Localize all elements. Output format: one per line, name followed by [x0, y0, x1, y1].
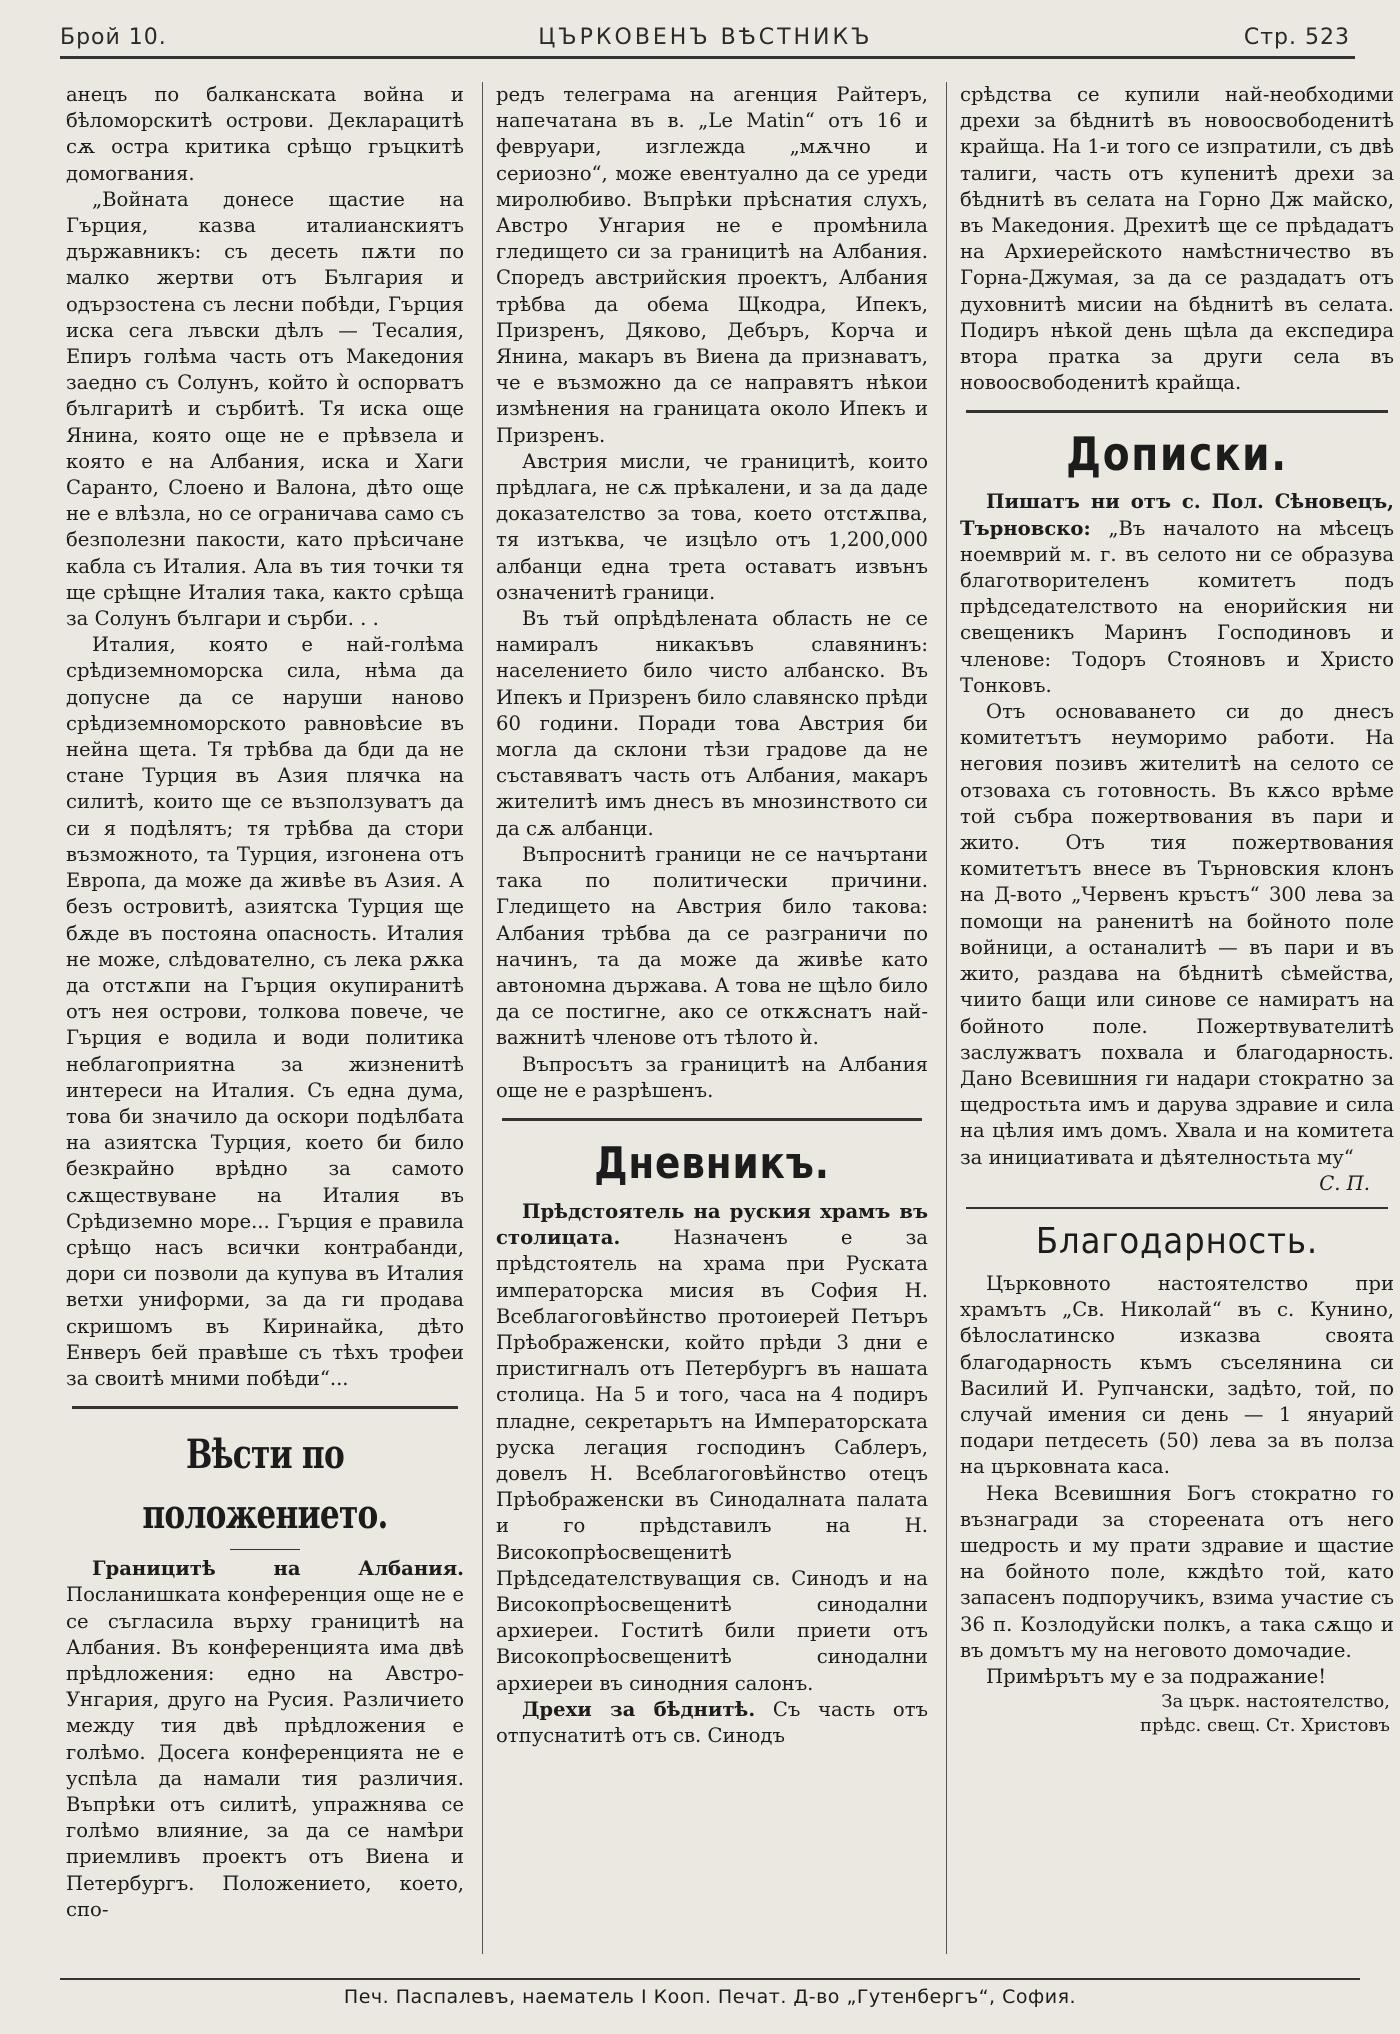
article-paragraph: „Войната донесе щастие на Гърция, казва италианскиятъ държавникъ: съ десеть пѫти по малко жертви отъ България и одързостена съ лесни побѣди, Гърция иска сега лъвски дѣлъ — Тесалия, Епиръ голѣма часть отъ Македония заедно съ Солунъ, който ѝ оспорватъ българитѣ и сърбитѣ. Тя иска още Янина, която още не е прѣвзела и която е на Албания, иска и Хаги Саранто, Слоено и Валона, дѣто още не е влѣзла, но се ограничава само съ безполезни пакости, като прѣсичане кабла съ Италия. Ала въ тия точки тя ще срѣщне Италия така, както срѣща за Солунъ българи и сърби. . .: [66, 187, 464, 631]
article-lead: Прѣдстоятель на руския храмъ въ столицата.: [496, 1199, 928, 1250]
article-paragraph: Въпросътъ за границитѣ на Албания още не е разрѣшенъ.: [496, 1052, 928, 1102]
newspaper-title: ЦЪРКОВЕНЪ ВѢСТНИКЪ: [538, 24, 873, 50]
printer-imprint: Печ. Паспалевъ, наематель I Кооп. Печат. Д-во „Гутенбергъ“, София.: [60, 1978, 1360, 2012]
article-text: Назначенъ е за прѣдстоятель на храма при Руската императорска мисия въ София Н. Всеблагоговѣйнство протоиерей Петъръ Прѣображенски, който прѣди 3 дни е пристигналъ отъ Петербургъ въ нашата столица. На 5 и того, часа на 4 подиръ пладне, секретарьтъ на Императорската руска легация господинъ Саблеръ, довелъ Н. Всеблагоговѣйнство отецъ Прѣображенски въ Синодалната палата и го прѣдставилъ на Н. Високопрѣосвещенитѣ Прѣдседателствуващия св. Синодъ и на Високопрѣосвещенитѣ синодални архиереи. Гоститѣ били приети отъ Високопрѣосвещенитѣ синодални архиереи въ синодния салонъ.: [496, 1226, 928, 1695]
issue-number: Брой 10.: [60, 24, 167, 50]
article-paragraph: срѣдства се купили най-необходими дрехи за бѣднитѣ въ новоосвободенитѣ крайща. На 1-и того се изпратили, съ двѣ талиги, часть отъ купенитѣ дрехи за бѣднитѣ въ селата на Горно Дж майско, въ Македония. Дрехитѣ ще се прѣдадатъ на Архиерейското намѣстничество въ Горна-Джумая, за да се раздадатъ отъ духовнитѣ мисии на бѣднитѣ въ селата. Подиръ нѣкой день щѣла да експедира втора пратка за други села въ новоосвободенитѣ крайща.: [960, 83, 1394, 395]
article-paragraph: Италия, която е най-голѣма срѣдиземноморска сила, нѣма да допусне да се наруши наново срѣдиземноморското равновѣсие въ нейна щета. Тя трѣбва да бди да не стане Турция въ Азия плячка на силитѣ, които ще се възползуватъ да си я подѣлятъ; тя трѣбва да стори възможното, та Турция, изгонена отъ Европа, да може да живѣе въ Азия. А безъ островитѣ, азиятска Турция ще бѫде въ постояна опасность. Италия не може, слѣдователно, съ лека рѫка да отстѫпи на Гърция окупиранитѣ отъ нея острови, толкова повече, че Гърция е водила и води политика неблагоприятна за жизненитѣ интереси на Италия. Съ една дума, това би значило да оскори подѣлбата на азиятска Турция, което би било безкрайно врѣдно за самото сѫществуване на Италия въ Срѣдиземно море... Гърция е правила срѣщо насъ всички контрабанди, дори си позволи да купува въ Италия ветхи униформи, за да ги продава скришомъ въ Киринайка, дѣто Енверъ бей правѣше съ тѣхъ трофеи за своитѣ мними побѣди“...: [66, 633, 464, 1390]
article-paragraph: Църковното настоятелство при храмътъ „Св. Николай“ въ с. Кунино, бѣлослатинско изказва своята благодарность къмъ съселянина си Василий И. Рупчански, задѣто, той, по случай имения си день — 1 януарий подари петдесеть (50) лева за въ полза на църковната каса.: [960, 1271, 1394, 1479]
article-paragraph: Австрия мисли, че границитѣ, които прѣдлага, не сѫ прѣкалени, и за да даде доказателство за това, което отстѫпва, тя изтъква, че изцѣло отъ 1,200,000 албанци една трета оставатъ извънъ означенитѣ граници.: [496, 449, 928, 604]
header-rule: [60, 56, 1355, 59]
column-rule-1: [482, 82, 483, 1954]
page-header: [60, 20, 1350, 54]
article-lead: Границитѣ на Албания.: [92, 1557, 464, 1581]
article-lead: Пишатъ ни отъ с. Пол. Сѣновецъ, Търновско:: [960, 490, 1394, 540]
column-2: [496, 82, 928, 1968]
article-text: Посланишката конференция още не е се съгласила върху границитѣ на Албания. Въ конференцията има двѣ прѣдложения: едно на Австро-Унгария, друго на Русия. Различието между тия двѣ прѣдложения е голѣмо. Досега конференцията не е успѣла да намали тия различия. Въпрѣки отъ силитѣ, упражнява се голѣмо влияние, за да се намѣри приемливъ проектъ отъ Виена и Петербургъ. Положението, което, спо-: [66, 1583, 464, 1921]
section-heading-dopiski: Дописки.: [1066, 427, 1288, 482]
article-paragraph: [66, 1556, 464, 1923]
signature: С. П.: [1319, 1171, 1370, 1195]
article-paragraph: Примѣрътъ му е за подражание!: [986, 1664, 1327, 1688]
article-paragraph: анецъ по балканската война и бѣломорскитѣ острови. Декларацитѣ сѫ остра критика срѣщо гръцкитѣ домогвания.: [66, 83, 464, 185]
article-paragraph: редъ телеграма на агенция Райтеръ, напечатана въ в. „Le Matin“ отъ 16 и февруари, изглежда „мѫчно и сериозно“, може евентуално да се уреди миролюбиво. Въпрѣки прѣснатия слухъ, Австро Унгария не е промѣнила гледището си за границитѣ на Албания. Споредъ австрийския проектъ, Албания трѣбва да обема Щкодра, Ипекъ, Призренъ, Дяково, Дебъръ, Корча и Янина, макаръ въ Виена да признаватъ, че е възможно да се направятъ нѣкои измѣнения на границата около Ипекъ и Призренъ.: [496, 83, 928, 447]
page-number: Стр. 523: [1243, 24, 1350, 50]
section-rule: [502, 1118, 922, 1121]
section-heading-vesti: Вѣсти по положението.: [142, 1431, 388, 1539]
article-paragraph: [496, 1697, 928, 1749]
article-paragraph: Въпроснитѣ граници не се начъртани така по политически причини. Гледището на Австрия било такова: Албания трѣбва да се разграничи по начинъ, та да може да живѣе като автономна държава. А това не щѣло било да се постигне, ако се откѫснатъ най-важнитѣ членове отъ тѣлото ѝ.: [496, 842, 928, 1050]
column-1: [66, 82, 464, 1968]
signature-line-1: За църк. настоятелство,: [1161, 1691, 1390, 1713]
article-paragraph: Нека Всевишния Богъ стократно го възнагради за стореената отъ него шедрость и му прати здравие и щастие на бойното поле, кждѣто той, като запасенъ подпоручикъ, взима участие съ 36 п. Козлодуйски полкъ, а така сѫщо и въ домътъ му на неговото домочадие.: [960, 1481, 1394, 1662]
article-text: „Въ началото на мѣсецъ ноемврий м. г. въ селото ни се образува благотворителенъ комитетъ подъ прѣдседателството на енорийския ни свещеникъ Маринъ Господиновъ и членове: Тодоръ Стояновъ и Христо Тонковъ.: [960, 516, 1394, 697]
article-paragraph: Отъ основаването си до днесъ комитетътъ неуморимо работи. На неговия позивъ жителитѣ на селото се отзоваха съ готовность. Въ кѫсо врѣме той събра пожертвования въ пари и жито. Отъ тия пожертвования комитетътъ внесе въ Търновския клонъ на Д-вото „Червенъ кръстъ“ 300 лева за помощи на раненитѣ на бойното поле войници, а останалитѣ — въ пари и въ жито, раздава на бѣднитѣ сѣмейства, чиито бащи или синове се намиратъ на бойното поле. Пожертвувателитѣ заслужватъ похвала и благодарность. Дано Всевишния ги надари стократно за щедростьта имъ и дарува здравие и сила на цѣлия имъ домъ. Хвала и на комитета за инициативата и дѣятелностьта му“: [960, 700, 1394, 1169]
section-rule: [966, 410, 1388, 413]
column-3: [960, 82, 1394, 1968]
column-rule-2: [946, 82, 947, 1954]
section-rule: [72, 1406, 458, 1409]
article-text: Съ часть отъ отпуснатитѣ отъ св. Синодъ: [496, 1697, 928, 1747]
signature-line-2: прѣдс. свещ. Ст. Христовъ: [1140, 1715, 1390, 1737]
section-heading-blagodarnost: Благодарность.: [1035, 1220, 1319, 1262]
article-lead: Дрехи за бѣднитѣ.: [522, 1697, 756, 1721]
section-heading-dnevnik: Дневникъ.: [594, 1137, 830, 1189]
article-paragraph: [496, 1199, 928, 1697]
heading-underline: [230, 1549, 300, 1550]
article-paragraph: [960, 489, 1394, 699]
section-rule: [966, 1207, 1388, 1209]
article-paragraph: Въ тъй опрѣдѣлената область не се намиралъ никакъвъ славянинъ: населението било чисто албанско. Въ Ипекъ и Призренъ било славянско прѣди 60 години. Поради това Австрия би могла да склони тѣзи градове да не съставяватъ часть отъ Албания, макаръ жителитѣ имъ днесъ въ мнозинството си да сѫ албанци.: [496, 607, 928, 840]
